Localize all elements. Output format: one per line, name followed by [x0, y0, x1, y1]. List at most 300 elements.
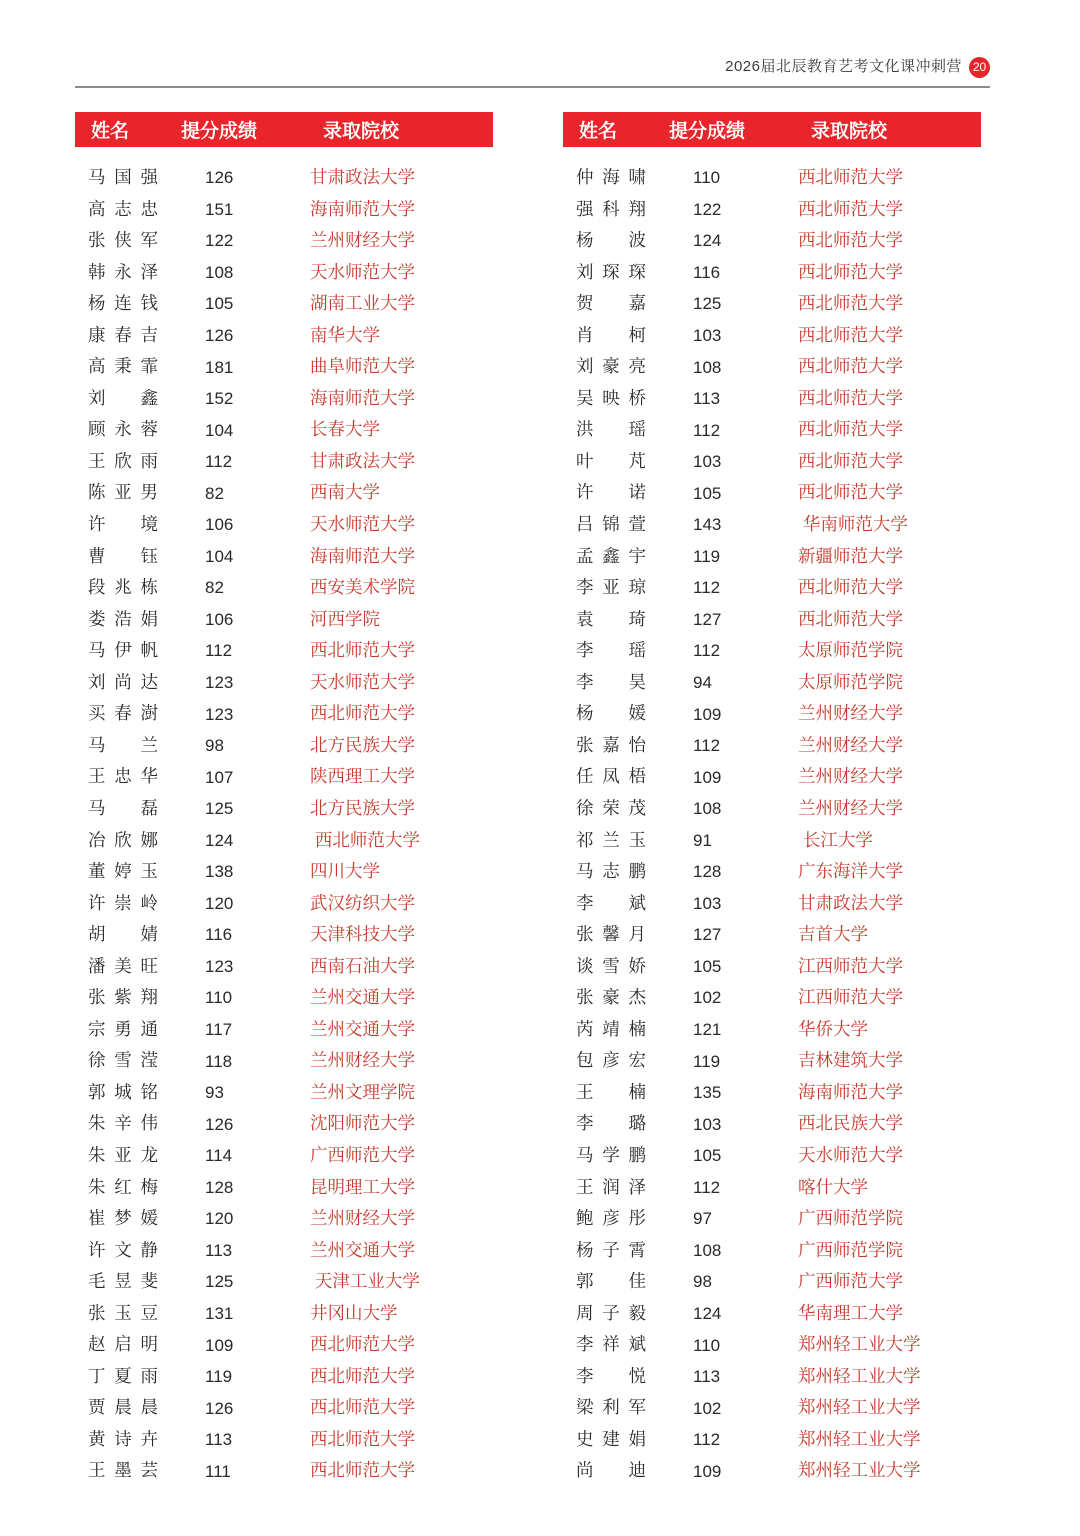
table-row — [563, 919, 981, 951]
score-value: 108 — [693, 799, 722, 819]
student-name: 胡婧 — [88, 924, 158, 945]
student-name: 李昊 — [576, 671, 646, 692]
score-value: 126 — [205, 1398, 234, 1418]
table-row — [563, 604, 981, 636]
table-row — [75, 257, 493, 289]
school-name: 四川大学 — [310, 861, 380, 882]
school-name: 兰州交通大学 — [310, 1018, 415, 1039]
school-name: 西北师范大学 — [798, 167, 903, 188]
school-name: 甘肃政法大学 — [798, 892, 903, 913]
score-value: 82 — [205, 578, 224, 598]
student-name: 周子毅 — [576, 1302, 646, 1323]
table-row — [563, 982, 981, 1014]
school-name: 广西师范学院 — [798, 1208, 903, 1229]
student-name: 赵启明 — [88, 1334, 158, 1355]
school-name: 井冈山大学 — [310, 1302, 398, 1323]
school-name: 广西师范学院 — [798, 1239, 903, 1260]
school-name: 兰州财经大学 — [310, 230, 415, 251]
school-name: 海南师范大学 — [798, 1081, 903, 1102]
score-value: 119 — [693, 546, 721, 566]
table-row — [75, 856, 493, 888]
table-row — [75, 1266, 493, 1298]
school-name: 兰州交通大学 — [310, 1239, 415, 1260]
student-name: 鲍彦彤 — [576, 1208, 646, 1229]
school-name: 兰州财经大学 — [798, 734, 903, 755]
table-row — [563, 162, 981, 194]
student-name: 仲海啸 — [576, 167, 646, 188]
table-row — [563, 1424, 981, 1456]
score-value: 106 — [205, 515, 234, 535]
table-row — [75, 572, 493, 604]
table-row — [75, 1424, 493, 1456]
school-name: 陕西理工大学 — [310, 766, 415, 787]
score-value: 109 — [693, 767, 722, 787]
school-name: 吉首大学 — [798, 924, 868, 945]
score-value: 117 — [205, 1020, 233, 1040]
school-name: 西北师范大学 — [310, 1428, 415, 1449]
column-header-score: 提分成绩 — [669, 121, 746, 142]
student-name: 任凤梧 — [576, 766, 646, 787]
score-value: 128 — [693, 862, 722, 882]
table-row — [563, 572, 981, 604]
student-name: 杨子霄 — [576, 1239, 646, 1260]
student-name: 许文静 — [88, 1239, 158, 1260]
score-value: 106 — [205, 609, 234, 629]
table-row — [563, 698, 981, 730]
table-row — [75, 288, 493, 320]
school-name: 甘肃政法大学 — [310, 450, 415, 471]
school-name: 南华大学 — [310, 324, 380, 345]
left-table-body — [75, 162, 493, 1487]
school-name: 西北师范大学 — [310, 703, 415, 724]
column-header-name: 姓名 — [579, 121, 618, 142]
school-name: 西北民族大学 — [798, 1113, 903, 1134]
score-value: 108 — [205, 262, 234, 282]
score-value: 112 — [693, 578, 721, 598]
table-row — [75, 1077, 493, 1109]
student-name: 李亚琼 — [576, 577, 646, 598]
student-name: 徐荣茂 — [576, 797, 646, 818]
right-table — [563, 112, 981, 1487]
score-value: 110 — [693, 168, 721, 188]
student-name: 黄诗卉 — [88, 1428, 158, 1449]
table-row — [563, 761, 981, 793]
school-name: 郑州轻工业大学 — [798, 1334, 921, 1355]
school-name: 郑州轻工业大学 — [798, 1397, 921, 1418]
score-value: 123 — [205, 704, 234, 724]
score-value: 123 — [205, 673, 234, 693]
score-value: 93 — [205, 1083, 224, 1103]
school-name: 海南师范大学 — [310, 545, 415, 566]
student-name: 冶欣娜 — [88, 829, 158, 850]
table-row — [75, 730, 493, 762]
school-name: 天津科技大学 — [310, 924, 415, 945]
score-value: 112 — [693, 1430, 721, 1450]
table-row — [75, 162, 493, 194]
score-value: 105 — [693, 956, 722, 976]
table-row — [563, 1014, 981, 1046]
school-name: 郑州轻工业大学 — [798, 1428, 921, 1449]
score-value: 118 — [205, 1051, 233, 1071]
table-row — [563, 1108, 981, 1140]
table-row — [75, 414, 493, 446]
score-value: 112 — [205, 641, 233, 661]
score-value: 102 — [693, 988, 722, 1008]
student-name: 李瑶 — [576, 640, 646, 661]
school-name: 西北师范大学 — [798, 261, 903, 282]
score-value: 109 — [693, 1461, 722, 1481]
school-name: 西北师范大学 — [310, 829, 420, 850]
school-name: 海南师范大学 — [310, 387, 415, 408]
student-name: 洪瑶 — [576, 419, 646, 440]
score-value: 128 — [205, 1177, 234, 1197]
score-value: 113 — [693, 389, 721, 409]
school-name: 西南大学 — [310, 482, 380, 503]
school-name: 华南理工大学 — [798, 1302, 903, 1323]
student-name: 史建娟 — [576, 1428, 646, 1449]
table-row — [563, 793, 981, 825]
student-name: 王墨芸 — [88, 1460, 158, 1481]
score-value: 107 — [205, 767, 234, 787]
score-value: 116 — [205, 925, 233, 945]
score-value: 181 — [205, 357, 234, 377]
school-name: 天水师范大学 — [310, 671, 415, 692]
school-name: 华南师范大学 — [798, 514, 908, 535]
school-name: 广西师范大学 — [798, 1271, 903, 1292]
table-row — [75, 1235, 493, 1267]
score-value: 125 — [693, 294, 722, 314]
score-value: 102 — [693, 1398, 722, 1418]
score-value: 105 — [693, 483, 722, 503]
score-value: 113 — [205, 1240, 233, 1260]
score-value: 125 — [205, 1272, 234, 1292]
score-value: 109 — [693, 704, 722, 724]
score-value: 110 — [205, 988, 233, 1008]
column-header-school: 录取院校 — [323, 121, 400, 142]
score-value: 124 — [693, 231, 722, 251]
score-value: 94 — [693, 673, 712, 693]
score-value: 104 — [205, 420, 234, 440]
student-name: 买春澍 — [88, 703, 158, 724]
student-name: 肖柯 — [576, 324, 646, 345]
student-name: 丁夏雨 — [88, 1365, 158, 1386]
school-name: 天水师范大学 — [310, 514, 415, 535]
school-name: 兰州财经大学 — [798, 797, 903, 818]
student-name: 张玉豆 — [88, 1302, 158, 1323]
table-row — [75, 604, 493, 636]
table-row — [75, 667, 493, 699]
table-row — [75, 509, 493, 541]
school-name: 西北师范大学 — [798, 387, 903, 408]
score-value: 126 — [205, 326, 234, 345]
table-row — [563, 541, 981, 573]
student-name: 李斌 — [576, 892, 646, 913]
school-name: 西北师范大学 — [798, 482, 903, 503]
table-row — [75, 888, 493, 920]
table-row — [563, 320, 981, 352]
column-header-school: 录取院校 — [811, 121, 888, 142]
table-row — [75, 824, 493, 856]
school-name: 西北师范大学 — [798, 324, 903, 345]
student-name: 袁琦 — [576, 608, 646, 629]
student-name: 董婷玉 — [88, 861, 158, 882]
student-name: 强科翔 — [576, 198, 646, 219]
student-name: 许境 — [88, 514, 158, 535]
score-value: 108 — [693, 1240, 722, 1260]
school-name: 天津工业大学 — [310, 1271, 420, 1292]
student-name: 张侠军 — [88, 230, 158, 251]
score-value: 123 — [205, 956, 234, 976]
school-name: 兰州财经大学 — [798, 703, 903, 724]
table-row — [563, 1392, 981, 1424]
score-value: 112 — [205, 452, 233, 472]
school-name: 西北师范大学 — [310, 1460, 415, 1481]
table-row — [563, 509, 981, 541]
table-row — [563, 1077, 981, 1109]
right-table-body — [563, 162, 981, 1487]
student-name: 许诺 — [576, 482, 646, 503]
score-value: 103 — [693, 326, 722, 345]
student-name: 马兰 — [88, 734, 158, 755]
score-value: 109 — [205, 1335, 234, 1355]
school-name: 西北师范大学 — [310, 640, 415, 661]
score-value: 112 — [693, 420, 721, 440]
table-row — [75, 761, 493, 793]
student-name: 顾永蓉 — [88, 419, 158, 440]
score-value: 98 — [693, 1272, 712, 1292]
school-name: 西南石油大学 — [310, 955, 415, 976]
school-name: 北方民族大学 — [310, 797, 415, 818]
table-row — [75, 1455, 493, 1487]
table-row — [75, 194, 493, 226]
student-name: 马国强 — [88, 167, 158, 188]
school-name: 西北师范大学 — [798, 230, 903, 251]
school-name: 兰州文理学院 — [310, 1081, 415, 1102]
student-name: 杨媛 — [576, 703, 646, 724]
page-number-badge: 20 — [969, 57, 990, 78]
table-row — [563, 1455, 981, 1487]
student-name: 宗勇通 — [88, 1018, 158, 1039]
school-name: 喀什大学 — [798, 1176, 868, 1197]
school-name: 西北师范大学 — [798, 450, 903, 471]
student-name: 徐雪滢 — [88, 1050, 158, 1071]
table-row — [75, 1140, 493, 1172]
school-name: 吉林建筑大学 — [798, 1050, 903, 1071]
student-name: 王楠 — [576, 1081, 646, 1102]
student-name: 崔梦媛 — [88, 1208, 158, 1229]
table-row — [563, 635, 981, 667]
table-row — [75, 982, 493, 1014]
score-value: 127 — [693, 925, 722, 945]
table-row — [75, 446, 493, 478]
table-row — [75, 1329, 493, 1361]
table-row — [563, 446, 981, 478]
student-name: 段兆栋 — [88, 577, 158, 598]
student-name: 吕锦萱 — [576, 514, 646, 535]
score-value: 103 — [693, 893, 722, 913]
school-name: 西北师范大学 — [798, 608, 903, 629]
score-value: 105 — [693, 1146, 722, 1166]
student-name: 李祥斌 — [576, 1334, 646, 1355]
right-table-header — [563, 112, 981, 147]
tables-container — [75, 112, 1080, 1487]
table-row — [75, 698, 493, 730]
score-value: 103 — [693, 1114, 722, 1134]
table-row — [563, 257, 981, 289]
student-name: 谈雪娇 — [576, 955, 646, 976]
student-name: 刘琛琛 — [576, 261, 646, 282]
student-name: 许崇岭 — [88, 892, 158, 913]
student-name: 马志鹏 — [576, 861, 646, 882]
score-value: 111 — [205, 1461, 231, 1481]
school-name: 武汉纺织大学 — [310, 892, 415, 913]
student-name: 王忠华 — [88, 766, 158, 787]
school-name: 兰州财经大学 — [798, 766, 903, 787]
student-name: 杨波 — [576, 230, 646, 251]
score-value: 138 — [205, 862, 234, 882]
score-value: 116 — [693, 262, 721, 282]
student-name: 张豪杰 — [576, 987, 646, 1008]
score-value: 104 — [205, 546, 234, 566]
student-name: 贺嘉 — [576, 293, 646, 314]
school-name: 沈阳师范大学 — [310, 1113, 415, 1134]
student-name: 张馨月 — [576, 924, 646, 945]
table-row — [75, 1392, 493, 1424]
student-name: 刘鑫 — [88, 387, 158, 408]
table-row — [563, 1235, 981, 1267]
school-name: 西北师范大学 — [310, 1365, 415, 1386]
school-name: 西北师范大学 — [310, 1397, 415, 1418]
table-row — [563, 288, 981, 320]
student-name: 包彦宏 — [576, 1050, 646, 1071]
table-row — [563, 1266, 981, 1298]
table-row — [75, 951, 493, 983]
school-name: 江西师范大学 — [798, 955, 903, 976]
student-name: 陈亚男 — [88, 482, 158, 503]
table-row — [75, 351, 493, 383]
table-row — [75, 1108, 493, 1140]
student-name: 朱红梅 — [88, 1176, 158, 1197]
student-name: 贾晨晨 — [88, 1397, 158, 1418]
student-name: 马伊帆 — [88, 640, 158, 661]
table-row — [75, 919, 493, 951]
table-row — [75, 1172, 493, 1204]
student-name: 朱辛伟 — [88, 1113, 158, 1134]
score-value: 113 — [693, 1367, 721, 1387]
student-name: 娄浩娟 — [88, 608, 158, 629]
score-value: 143 — [693, 515, 722, 535]
score-value: 152 — [205, 389, 234, 409]
school-name: 河西学院 — [310, 608, 380, 629]
table-row — [75, 1361, 493, 1393]
table-row — [563, 194, 981, 226]
student-name: 曹钰 — [88, 545, 158, 566]
score-value: 120 — [205, 1209, 234, 1229]
student-name: 梁利军 — [576, 1397, 646, 1418]
score-value: 126 — [205, 168, 234, 188]
student-name: 孟鑫宇 — [576, 545, 646, 566]
table-row — [563, 1140, 981, 1172]
document-title: 2026届北辰教育艺考文化课冲刺营 — [725, 58, 962, 75]
school-name: 西北师范大学 — [798, 577, 903, 598]
school-name: 长春大学 — [310, 419, 380, 440]
score-value: 91 — [693, 830, 712, 850]
school-name: 长江大学 — [798, 829, 873, 850]
score-value: 119 — [693, 1051, 721, 1071]
student-name: 祁兰玉 — [576, 829, 646, 850]
school-name: 湖南工业大学 — [310, 293, 415, 314]
school-name: 郑州轻工业大学 — [798, 1365, 921, 1386]
score-value: 114 — [205, 1146, 233, 1166]
student-name: 李璐 — [576, 1113, 646, 1134]
table-row — [75, 635, 493, 667]
table-row — [75, 1203, 493, 1235]
school-name: 太原师范学院 — [798, 640, 903, 661]
score-value: 112 — [693, 736, 721, 756]
score-value: 121 — [693, 1020, 722, 1040]
score-value: 122 — [693, 199, 722, 219]
school-name: 西北师范大学 — [798, 356, 903, 377]
score-value: 98 — [205, 736, 224, 756]
left-table — [75, 112, 493, 1487]
student-name: 郭佳 — [576, 1271, 646, 1292]
column-header-score: 提分成绩 — [181, 121, 258, 142]
score-value: 108 — [693, 357, 722, 377]
student-name: 刘尚达 — [88, 671, 158, 692]
student-name: 郭城铭 — [88, 1081, 158, 1102]
school-name: 江西师范大学 — [798, 987, 903, 1008]
table-row — [75, 225, 493, 257]
student-name: 韩永泽 — [88, 261, 158, 282]
score-value: 151 — [205, 199, 234, 219]
student-name: 王润泽 — [576, 1176, 646, 1197]
school-name: 北方民族大学 — [310, 734, 415, 755]
table-row — [563, 824, 981, 856]
table-row — [563, 1203, 981, 1235]
student-name: 潘美旺 — [88, 955, 158, 976]
left-table-header — [75, 112, 493, 147]
student-name: 马磊 — [88, 797, 158, 818]
school-name: 西北师范大学 — [798, 293, 903, 314]
score-value: 119 — [205, 1367, 233, 1387]
table-row — [563, 225, 981, 257]
table-row — [75, 793, 493, 825]
school-name: 郑州轻工业大学 — [798, 1460, 921, 1481]
column-header-name: 姓名 — [91, 121, 130, 142]
score-value: 113 — [205, 1430, 233, 1450]
student-name: 张嘉怡 — [576, 734, 646, 755]
table-row — [563, 1298, 981, 1330]
score-value: 97 — [693, 1209, 712, 1229]
table-row — [563, 888, 981, 920]
table-row — [75, 1298, 493, 1330]
student-name: 吴映桥 — [576, 387, 646, 408]
school-name: 华侨大学 — [798, 1018, 868, 1039]
school-name: 新疆师范大学 — [798, 545, 903, 566]
student-name: 杨连钱 — [88, 293, 158, 314]
score-value: 125 — [205, 799, 234, 819]
school-name: 天水师范大学 — [798, 1144, 903, 1165]
page-header — [0, 0, 990, 78]
school-name: 西北师范大学 — [310, 1334, 415, 1355]
school-name: 兰州财经大学 — [310, 1208, 415, 1229]
student-name: 高志忠 — [88, 198, 158, 219]
school-name: 广东海洋大学 — [798, 861, 903, 882]
school-name: 兰州财经大学 — [310, 1050, 415, 1071]
score-value: 112 — [693, 1177, 721, 1197]
score-value: 82 — [205, 483, 224, 503]
header-divider — [75, 86, 990, 88]
